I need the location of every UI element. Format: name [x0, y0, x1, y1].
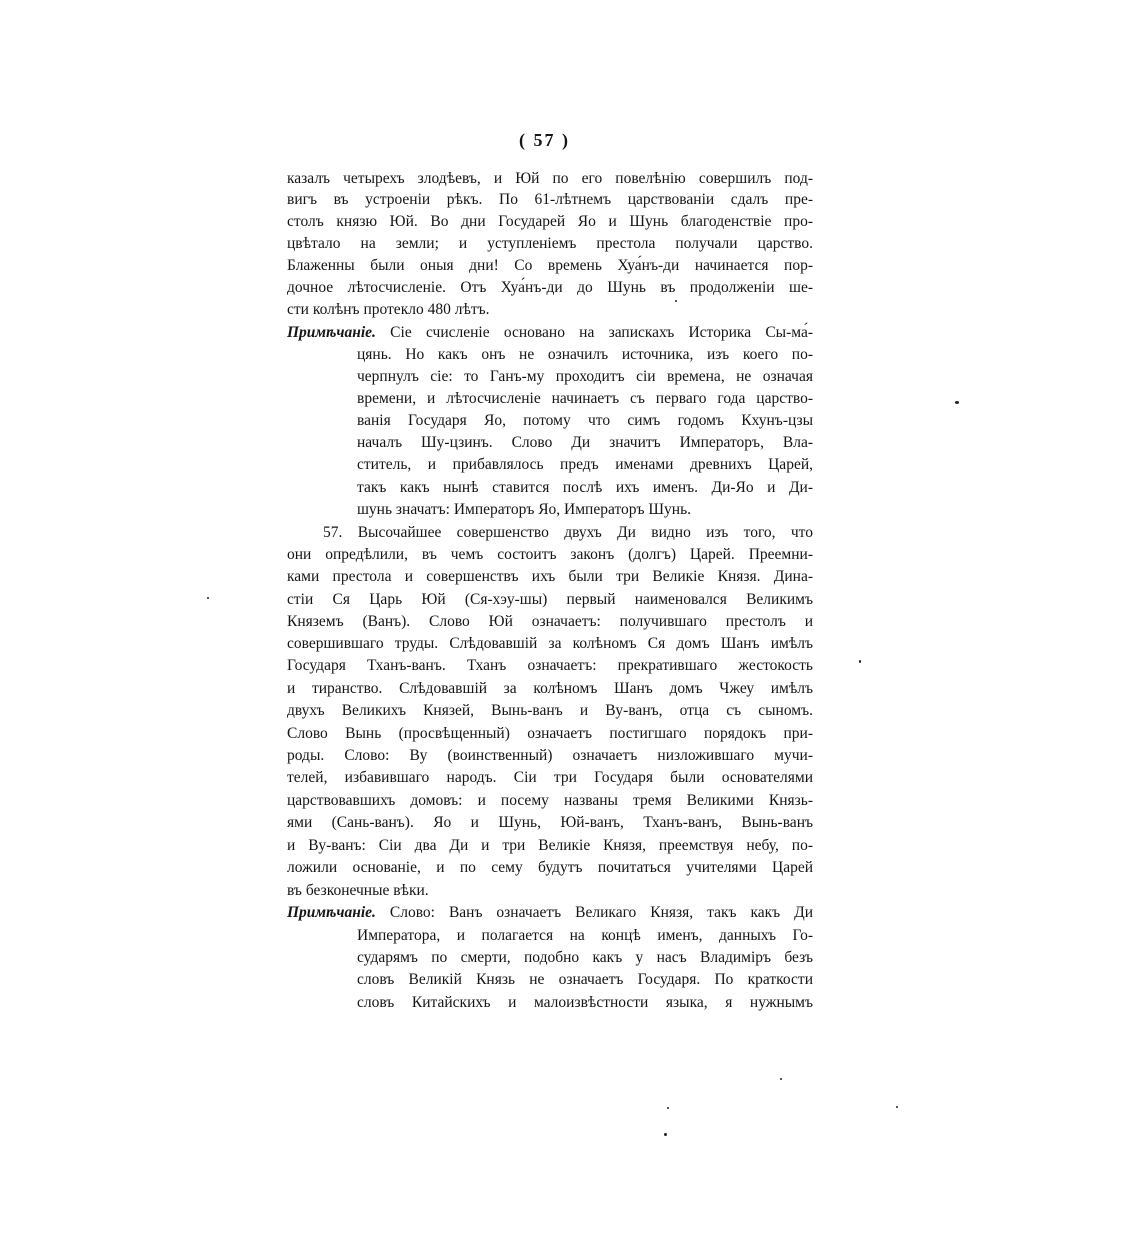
text-line: дочное лѣтосчисленіе. Отъ Хуа́нъ-ди до Шунь въ продолженіи ше-: [287, 279, 813, 296]
scan-speck: [675, 300, 677, 302]
note-line: цянь. Но какъ онъ не означилъ источника, изъ коего по-: [357, 346, 813, 363]
scan-speck: [780, 1078, 782, 1080]
note-text: Слово: Ванъ означаетъ Великаго Князя, такъ какъ Ди: [375, 904, 813, 921]
paragraph-first-line: 57. Высочайшее совершенство двухъ Ди видно изъ того, что: [323, 524, 813, 541]
text-line: стіи Ся Царь Юй (Ся-хэу-шы) первый наименовался Великимъ: [287, 591, 813, 608]
text-line: цвѣтало на земли; и уступленіемъ престола получали царство.: [287, 235, 813, 252]
text-line: вигъ въ устроеніи рѣкъ. По 61-лѣтнемъ царствованіи сдалъ пре-: [287, 191, 813, 208]
text-line: Государя Тханъ-ванъ. Тханъ означаетъ: прекратившаго жестокость: [287, 657, 813, 674]
page-number: ( 57 ): [519, 130, 570, 150]
note-label: Примѣчаніе.: [287, 324, 376, 341]
note-text: Сіе счисленіе основано на запискахъ Историка Сы-ма́-: [375, 324, 813, 341]
text-line: роды. Слово: Ву (воинственный) означаетъ низложившаго мучи-: [287, 747, 813, 764]
note-line: ститель, и прибавлялось предъ именами древнихъ Царей,: [357, 456, 813, 473]
note-line: времени, и лѣтосчисленіе начинаетъ съ перваго года царство-: [357, 390, 813, 407]
text-line: сти колѣнъ протекло 480 лѣтъ.: [287, 301, 490, 318]
text-line: Слово Вынь (просвѣщенный) означаетъ постигшаго порядокъ при-: [287, 725, 813, 742]
text-line: Блаженны были оныя дни! Со времень Хуа́нъ-ди начинается пор-: [287, 257, 813, 274]
scan-speck: [664, 1133, 667, 1136]
note-first-line: [287, 322, 813, 344]
text-line: они опредѣлили, въ чемъ состоитъ законъ (долгъ) Царей. Преемни-: [287, 546, 813, 563]
scan-speck: [207, 597, 209, 599]
text-line: двухъ Великихъ Князей, Вынь-ванъ и Ву-ванъ, отца съ сыномъ.: [287, 702, 813, 719]
note-first-line: [287, 902, 813, 924]
note-line: словъ Великій Князь не означаетъ Государя. По краткости: [357, 971, 813, 988]
scan-speck: [955, 401, 959, 404]
text-line: столъ князю Юй. Во дни Государей Яо и Шунь благоденствіе про-: [287, 213, 813, 230]
text-line: въ безконечные вѣки.: [287, 882, 429, 899]
note-line: началъ Шу-цзинъ. Слово Ди значитъ Императоръ, Вла-: [357, 434, 813, 451]
text-line: царствовавшихъ домовъ: и посему названы тремя Великими Князь-: [287, 792, 813, 809]
text-line: и тиранство. Слѣдовавшій за колѣномъ Шанъ домъ Чжеу имѣлъ: [287, 680, 813, 697]
text-line: телей, избавившаго народъ. Сіи три Государя были основателями: [287, 769, 813, 786]
text-line: ями (Сань-ванъ). Яо и Шунь, Юй-ванъ, Тханъ-ванъ, Вынь-ванъ: [287, 814, 813, 831]
note-line: словъ Китайскихъ и малоизвѣстности языка, я нужнымъ: [357, 994, 813, 1011]
text-line: ложили основаніе, и по сему будутъ почитаться учителями Царей: [287, 859, 813, 876]
scan-speck: [859, 660, 861, 663]
text-line: ками престола и совершенствъ ихъ были три Великіе Князя. Дина-: [287, 568, 813, 585]
note-line: сударямъ по смерти, подобно какъ у насъ Владиміръ безъ: [357, 949, 813, 966]
text-line: и Ву-ванъ: Сіи два Ди и три Великіе Князя, преемствуя небу, по-: [287, 837, 813, 854]
note-line: такъ какъ нынѣ ставится послѣ ихъ именъ. Ди-Яо и Ди-: [357, 479, 813, 496]
note-line: черпнулъ сіе: то Ганъ-му проходитъ сіи времена, не означая: [357, 368, 813, 385]
text-line: совершившаго труды. Слѣдовавшій за колѣномъ Ся домъ Шанъ имѣлъ: [287, 635, 813, 652]
note-line: шунь значатъ: Императоръ Яо, Императоръ Шунь.: [357, 501, 692, 518]
scan-speck: [667, 1107, 669, 1109]
scan-speck: [896, 1106, 898, 1108]
text-line: казалъ четырехъ злодѣевъ, и Юй по его повелѣнію совершилъ под-: [287, 170, 813, 187]
text-line: Княземъ (Ванъ). Слово Юй означаетъ: получившаго престолъ и: [287, 613, 813, 630]
note-line: Императора, и полагается на концѣ именъ, данныхъ Го-: [357, 927, 813, 944]
note-line: ванія Государя Яо, потому что симъ годомъ Кхунъ-цзы: [357, 412, 813, 429]
note-label: Примѣчаніе.: [287, 904, 376, 921]
